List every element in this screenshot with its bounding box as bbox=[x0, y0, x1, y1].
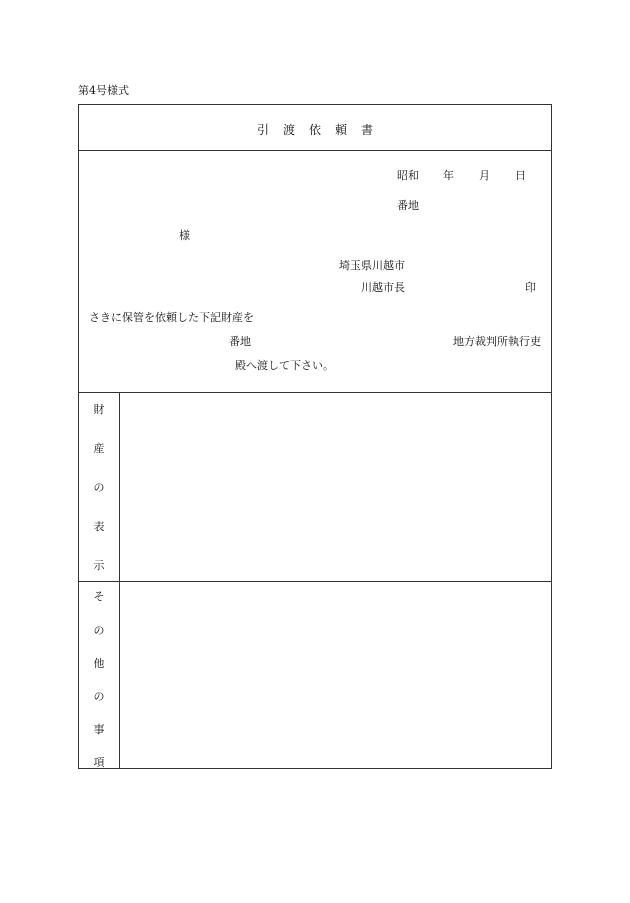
date-year: 年 bbox=[443, 169, 454, 182]
other-label-char: 他 bbox=[93, 657, 105, 670]
other-label-char: の bbox=[93, 690, 105, 703]
other-label-char: 事 bbox=[93, 723, 105, 736]
date-era: 昭和 bbox=[397, 169, 419, 182]
other-label bbox=[79, 582, 119, 770]
date-month: 月 bbox=[479, 169, 490, 182]
other-label-char: 項 bbox=[93, 756, 105, 769]
property-label-char: 表 bbox=[93, 520, 105, 533]
property-label-char: 財 bbox=[93, 403, 105, 416]
body-address: 番地 bbox=[229, 335, 251, 348]
body-court: 地方裁判所執行吏 bbox=[453, 335, 541, 348]
form-number: 第4号様式 bbox=[78, 84, 129, 97]
property-label-char: 産 bbox=[93, 442, 105, 455]
property-label-char: 示 bbox=[93, 559, 105, 572]
form-frame bbox=[78, 104, 552, 769]
seal-mark: 印 bbox=[525, 281, 536, 294]
form-title: 引渡依頼書 bbox=[256, 123, 387, 137]
label-column-divider bbox=[119, 392, 120, 768]
property-label-char: の bbox=[93, 481, 105, 494]
issuer-mayor: 川越市長 bbox=[361, 281, 405, 294]
top-address: 番地 bbox=[397, 199, 419, 212]
divider-sections bbox=[79, 581, 551, 582]
divider-title bbox=[79, 150, 551, 151]
issuer-city: 埼玉県川越市 bbox=[339, 259, 405, 272]
divider-header bbox=[79, 392, 551, 393]
property-label bbox=[79, 393, 119, 581]
recipient-suffix: 様 bbox=[179, 229, 190, 242]
other-label-char: の bbox=[93, 624, 105, 637]
date-day: 日 bbox=[515, 169, 526, 182]
other-label-char: そ bbox=[93, 590, 105, 603]
body-line1: さきに保管を依頼した下記財産を bbox=[89, 311, 254, 324]
body-line3: 殿へ渡して下さい。 bbox=[235, 359, 334, 372]
